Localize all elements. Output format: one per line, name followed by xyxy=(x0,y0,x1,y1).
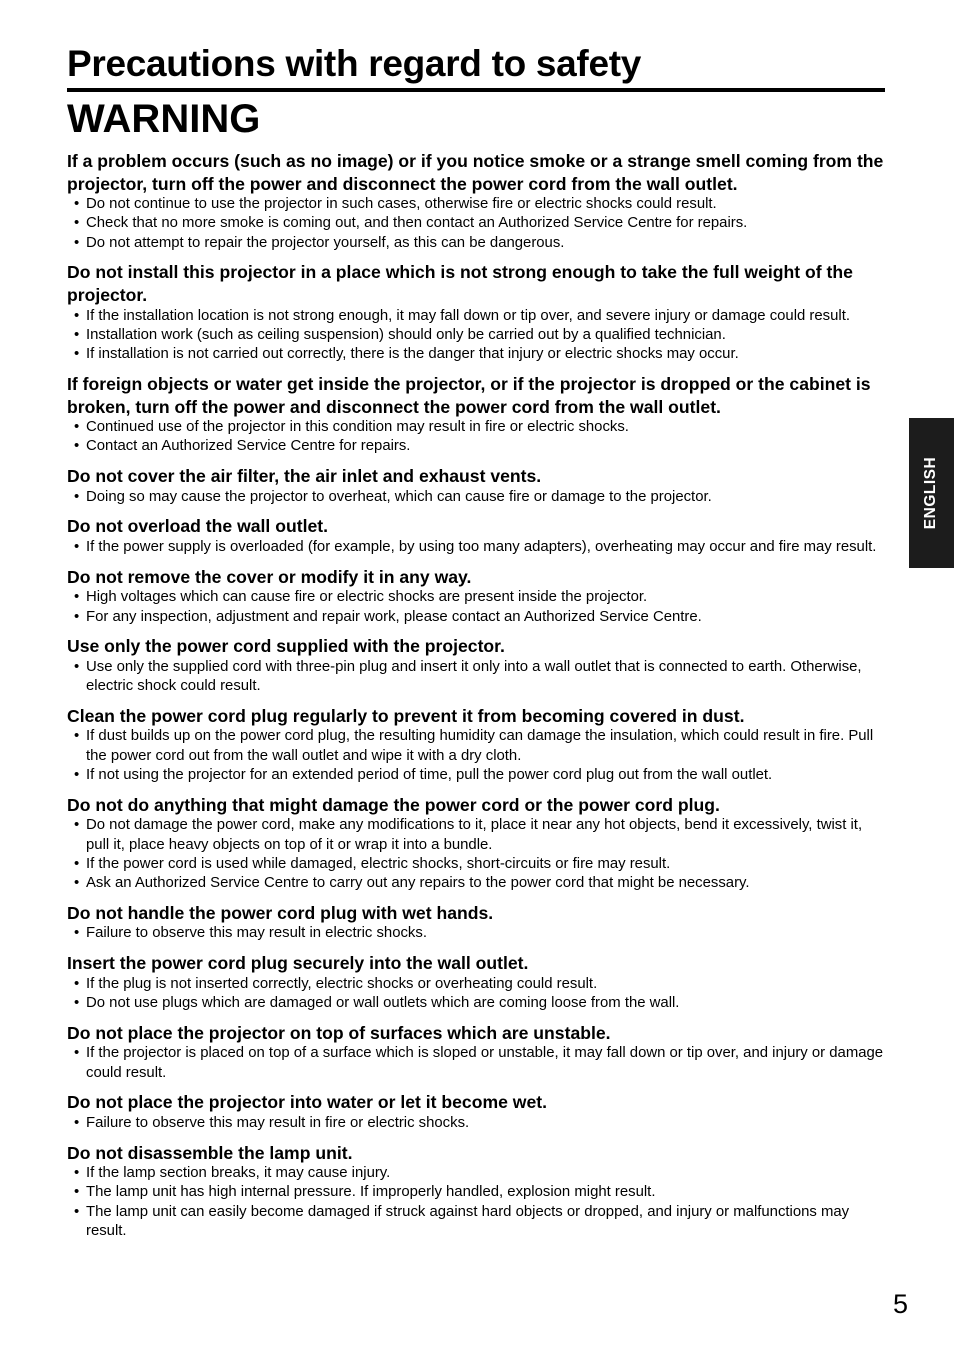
bullet-item: • Failure to observe this may result in fire or electric shocks. xyxy=(67,1114,885,1133)
section-heading: Do not place the projector on top of surfaces which are unstable. xyxy=(67,1022,611,1043)
bullet-item: • High voltages which can cause fire or electric shocks are present inside the projector. xyxy=(67,588,885,607)
bullet-list xyxy=(67,488,885,507)
bullet-list xyxy=(67,924,885,943)
page-title: Precautions with regard to safety xyxy=(67,40,885,92)
section-heading: Do not remove the cover or modify it in any way. xyxy=(67,566,472,587)
bullet-list xyxy=(67,816,885,893)
page-number: 5 xyxy=(893,1289,909,1319)
bullet-list xyxy=(67,975,885,1014)
bullet-item: • Ask an Authorized Service Centre to carry out any repairs to the power cord that might be necessary. xyxy=(67,874,885,893)
bullet-list xyxy=(67,538,885,557)
bullet-list xyxy=(67,727,885,785)
bullet-item: • For any inspection, adjustment and repair work, please contact an Authorized Service Centre. xyxy=(67,608,885,627)
warning-section xyxy=(67,373,885,457)
warning-section xyxy=(67,1142,885,1242)
bullet-item: • Doing so may cause the projector to overheat, which can cause fire or damage to the projector. xyxy=(67,488,885,507)
bullet-list xyxy=(67,588,885,627)
bullet-item: • If the plug is not inserted correctly, electric shocks or overheating could result. xyxy=(67,975,885,994)
bullet-list xyxy=(67,1114,885,1133)
bullet-list xyxy=(67,658,885,697)
section-heading: Do not disassemble the lamp unit. xyxy=(67,1142,353,1163)
warning-section xyxy=(67,952,885,1013)
bullet-item: • Do not damage the power cord, make any modifications to it, place it near any hot objects, bend it excessively, twist it, pull it, place heavy objects on top of it or wrap it into a bundle. xyxy=(67,816,885,855)
bullet-item: • If the power supply is overloaded (for example, by using too many adapters), overheating may occur and fire may result. xyxy=(67,538,885,557)
warning-section xyxy=(67,1022,885,1083)
warning-section xyxy=(67,902,885,944)
warning-section xyxy=(67,261,885,364)
bullet-item: • Check that no more smoke is coming out, and then contact an Authorized Service Centre for repairs. xyxy=(67,214,885,233)
section-heading: Clean the power cord plug regularly to prevent it from becoming covered in dust. xyxy=(67,705,745,726)
warning-sections xyxy=(67,150,885,1250)
bullet-item: • If the power cord is used while damaged, electric shocks, short-circuits or fire may result. xyxy=(67,855,885,874)
bullet-item: • The lamp unit can easily become damaged if struck against hard objects or dropped, and injury or malfunctions may result. xyxy=(67,1203,885,1242)
warning-section xyxy=(67,515,885,557)
warning-section xyxy=(67,465,885,507)
bullet-item: • Failure to observe this may result in electric shocks. xyxy=(67,924,885,943)
bullet-list xyxy=(67,418,885,457)
section-heading: Use only the power cord supplied with the projector. xyxy=(67,636,505,657)
section-heading: Do not handle the power cord plug with wet hands. xyxy=(67,902,494,923)
warning-section xyxy=(67,635,885,696)
language-tab-label: ENGLISH xyxy=(922,456,940,530)
bullet-list xyxy=(67,1164,885,1241)
bullet-item: • Continued use of the projector in this condition may result in fire or electric shocks. xyxy=(67,418,885,437)
bullet-list xyxy=(67,307,885,365)
bullet-item: • Do not attempt to repair the projector yourself, as this can be dangerous. xyxy=(67,234,885,253)
bullet-item: • If the projector is placed on top of a surface which is sloped or unstable, it may fall down or tip over, and injury or damage could result. xyxy=(67,1044,885,1083)
bullet-item: • If not using the projector for an extended period of time, pull the power cord plug out from the wall outlet. xyxy=(67,766,885,785)
bullet-item: • If the lamp section breaks, it may cause injury. xyxy=(67,1164,885,1183)
bullet-list xyxy=(67,1044,885,1083)
section-heading: Do not do anything that might damage the power cord or the power cord plug. xyxy=(67,794,720,815)
warning-section xyxy=(67,566,885,627)
bullet-item: • Do not use plugs which are damaged or wall outlets which are coming loose from the wall. xyxy=(67,994,885,1013)
bullet-list xyxy=(67,195,885,253)
bullet-item: • Installation work (such as ceiling suspension) should only be carried out by a qualified technician. xyxy=(67,326,885,345)
bullet-item: • Contact an Authorized Service Centre for repairs. xyxy=(67,437,885,456)
section-heading: Do not cover the air filter, the air inlet and exhaust vents. xyxy=(67,466,542,487)
bullet-item: • If dust builds up on the power cord plug, the resulting humidity can damage the insulation, which could result in fire. Pull the power cord out from the wall outlet and wipe it with a dry cloth. xyxy=(67,727,885,766)
bullet-item: • If the installation location is not strong enough, it may fall down or tip over, and severe injury or damage could result. xyxy=(67,307,885,326)
section-heading: Do not install this projector in a place which is not strong enough to take the full weight of the projector. xyxy=(67,262,853,306)
section-heading: Do not overload the wall outlet. xyxy=(67,516,328,537)
bullet-item: • The lamp unit has high internal pressure. If improperly handled, explosion might result. xyxy=(67,1183,885,1202)
section-heading: If a problem occurs (such as no image) or if you notice smoke or a strange smell coming from the projector, turn off the power and disconnect the power cord from the wall outlet. xyxy=(67,151,884,194)
warning-section xyxy=(67,150,885,253)
warning-section xyxy=(67,705,885,785)
section-heading: If foreign objects or water get inside the projector, or if the projector is dropped or the cabinet is broken, turn off the power and disconnect the power cord from the wall outlet. xyxy=(67,373,871,417)
warning-section xyxy=(67,794,885,894)
bullet-item: • If installation is not carried out correctly, there is the danger that injury or electric shocks may occur. xyxy=(67,345,885,364)
section-heading: Do not place the projector into water or let it become wet. xyxy=(67,1092,547,1113)
bullet-item: • Do not continue to use the projector in such cases, otherwise fire or electric shocks could result. xyxy=(67,195,885,214)
language-tab xyxy=(909,418,954,568)
warning-title: WARNING xyxy=(67,97,261,141)
warning-section xyxy=(67,1091,885,1133)
bullet-item: • Use only the supplied cord with three-pin plug and insert it only into a wall outlet that is connected to earth. Otherwise, electric shock could result. xyxy=(67,658,885,697)
section-heading: Insert the power cord plug securely into the wall outlet. xyxy=(67,953,529,974)
